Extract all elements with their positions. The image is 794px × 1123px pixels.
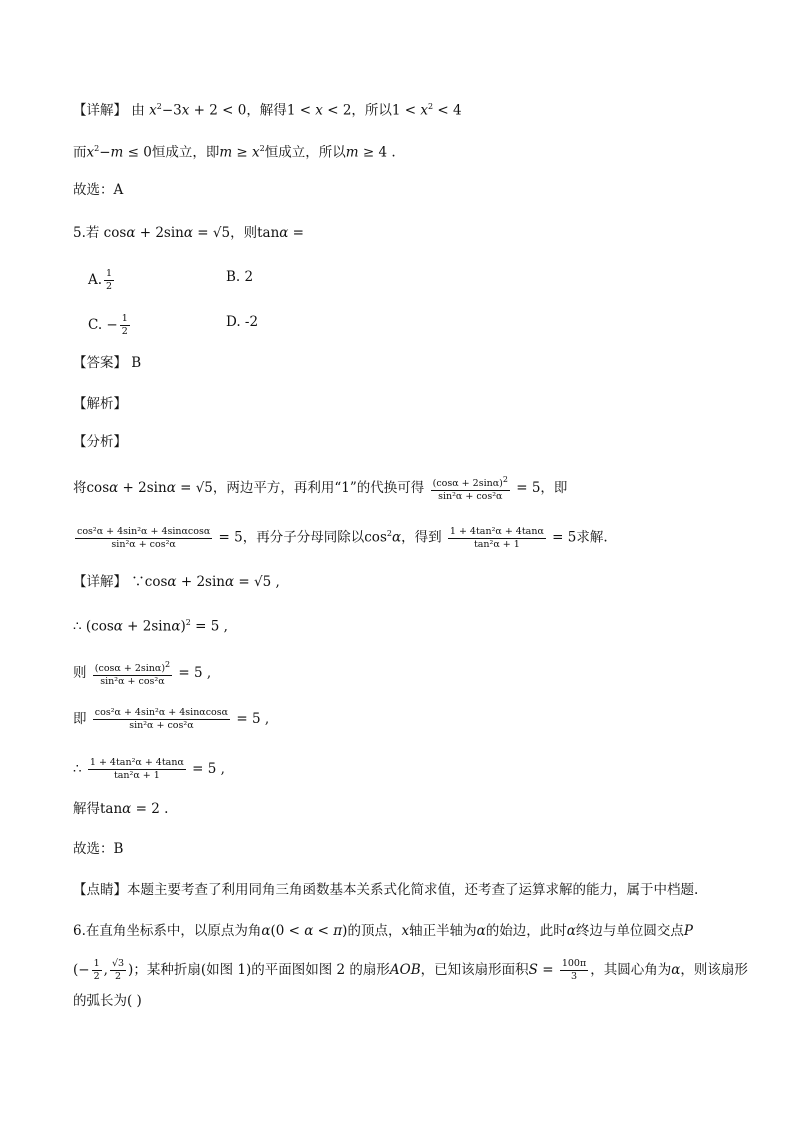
answer-tag: 【答案】 B <box>73 355 142 371</box>
answer-choice-a: 故选：A <box>73 182 124 198</box>
question-6-line-1: 6.在直角坐标系中，以原点为角α(0 < α < π)的顶点，x轴正半轴为α的始边，此时α终边与单位圆交点P <box>73 923 693 939</box>
analysis-line-2: $\frac{\text{cos²α + 4sin²α + 4sinαcosα}}{\text{sin²α + cos²α}}$ = 5，再分子分母同除以$\cos^2\alpha$，得到 $\frac{\text{1 + 4tan²α + 4tanα}}{\text{tan²α + 1}}$ = 5求解. <box>77 525 608 550</box>
comment-line: 【点睛】本题主要考查了利用同角三角函数基本关系式化简求值，还考查了运算求解的能力，属于中档题. <box>73 882 699 898</box>
fenxi-tag: 【分析】 <box>73 434 127 450</box>
solution-line-2: 而$x^2-m \le 0$恒成立，即$m \ge x^2$恒成立，所以m ≥ 4 . <box>73 144 396 161</box>
detail-line-6: 解得tanα = 2 . <box>73 801 169 817</box>
answer-choice-b: 故选：B <box>73 841 124 857</box>
detail-line-5: ∴ $\frac{\text{1 + 4tan²α + 4tanα}}{\text{tan²α + 1}}$ = 5 , <box>73 757 225 781</box>
analysis-line-1: 将cosα + 2sinα = √5，两边平方，再利用“1”的代换可得 $\frac{(\cos\alpha + 2\sin\alpha)^2}{\text{sin²α + cos²α}}$ = 5，即 <box>73 475 568 503</box>
detail-tag: 【详解】 <box>73 102 127 119</box>
option-a: A. $\frac{1}{2}$ <box>88 268 113 292</box>
option-c: C. − $\frac{1}{2}$ <box>88 313 128 337</box>
detail-line-1: 【详解】 ∵cosα + 2sinα = √5 , <box>73 574 280 590</box>
question-6-line-2: (− $\frac{1}{2}$ , $\frac{√3}{2}$ )；某种折扇(如图 1)的平面图如图 2 的扇形AOB，已知该扇形面积S = $\frac{100\pi}{3}$ ，其圆心角为α，则该扇形 <box>73 958 748 982</box>
question-5: 5.若 cosα + 2sinα = √5，则tanα = <box>73 225 304 241</box>
option-b: B. 2 <box>226 269 254 285</box>
option-d: D. -2 <box>226 314 259 330</box>
detail-line-2: ∴ $(\cos\alpha + 2\sin\alpha)^2 = 5$ , <box>73 618 228 635</box>
question-6-line-3: 的弧长为( ) <box>73 993 142 1009</box>
detail-line-3: 则 $\frac{(\cos\alpha + 2\sin\alpha)^2}{\text{sin²α + cos²α}}$ = 5 , <box>73 660 212 688</box>
solution-line-1: 【详解】 由 $x^2-3x + 2 < 0$，解得1 < x < 2，所以$1 < x^2 < 4$ <box>73 102 462 119</box>
detail-line-4: 即 $\frac{\text{cos²α + 4sin²α + 4sinαcosα}}{\text{sin²α + cos²α}}$ = 5 , <box>73 707 270 731</box>
jiexi-tag: 【解析】 <box>73 396 127 412</box>
